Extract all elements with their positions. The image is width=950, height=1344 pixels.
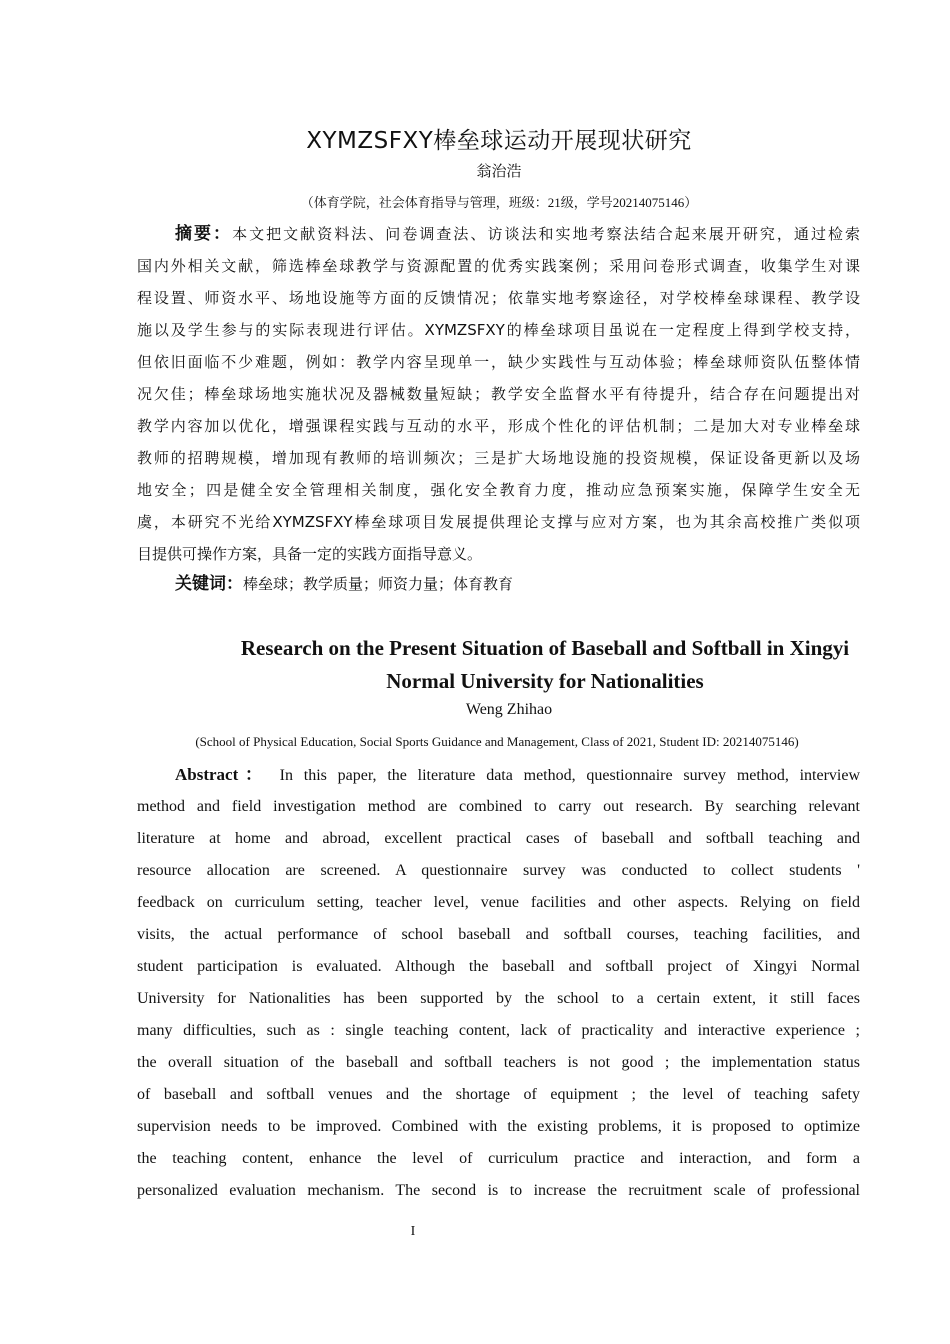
abstract-line (137, 506, 860, 538)
abstract-line-text: 教师的招聘规模，增加现有教师的培训频次；三是扩大场地设施的投资规模，保证设备更新以及场 (137, 449, 860, 467)
abstract-line (137, 951, 860, 983)
english-abstract (137, 759, 860, 1207)
abstract-line (137, 1111, 860, 1143)
author-affiliation: （体育学院，社会体育指导与管理，班级：21级，学号20214075146） (300, 195, 698, 210)
abstract-line-text: the overall situation of the baseball and softball teachers is not good ; the implementation status (137, 1054, 860, 1071)
english-title (70, 632, 950, 698)
english-title-line: Normal University for Nationalities (386, 669, 704, 693)
abstract-line (137, 983, 860, 1015)
abstract-line (137, 314, 860, 346)
abstract-line-text: 教学内容加以优化，增强课程实践与互动的水平，形成个性化的评估机制；二是加大对专业棒垒球 (137, 417, 860, 435)
abstract-line (137, 919, 860, 951)
abstract-line (137, 1143, 860, 1175)
abstract-line-text: student participation is evaluated. Although the baseball and softball project of Xingyi Normal (137, 958, 860, 975)
abstract-line (137, 823, 860, 855)
abstract-line-text: the teaching content, enhance the level of curriculum practice and interaction, and form a (137, 1150, 860, 1167)
abstract-line (137, 1047, 860, 1079)
keywords-label: 关键词： (175, 574, 243, 594)
abstract-line (137, 538, 860, 570)
page-title: XYMZSFXY棒垒球运动开展现状研究 (306, 128, 692, 154)
abstract-line-text: of baseball and softball venues and the shortage of equipment ; the level of teaching safety (137, 1086, 860, 1103)
abstract-line (137, 282, 860, 314)
abstract-line (137, 346, 860, 378)
author-name: 翁治浩 (476, 164, 522, 180)
keywords-text: 棒垒球；教学质量；师资力量；体育教育 (243, 575, 514, 593)
abstract-line (137, 855, 860, 887)
abstract-line-text: In this paper, the literature data method, questionnaire survey method, interview (279, 767, 861, 784)
abstract-line-text: visits, the actual performance of school baseball and softball courses, teaching facilities, and (137, 926, 860, 943)
abstract-line-text: 况欠佳；棒垒球场地实施状况及器械数量短缺；教学安全监督水平有待提升，结合存在问题提出对 (137, 385, 860, 403)
abstract-line (137, 1175, 860, 1207)
english-title-line: Research on the Present Situation of Baseball and Softball in Xingyi (240, 636, 850, 660)
abstract-line (137, 1015, 860, 1047)
abstract-label: Abstract： (175, 765, 269, 784)
abstract-line (137, 378, 860, 410)
abstract-line-text: 但依旧面临不少难题，例如：教学内容呈现单一，缺少实践性与互动体验；棒垒球师资队伍整体情 (137, 353, 860, 371)
abstract-line-text: 程设置、师资水平、场地设施等方面的反馈情况；依靠实地考察途径，对学校棒垒球课程、教学设 (137, 289, 860, 307)
abstract-line-text: feedback on curriculum setting, teacher level, venue facilities and other aspects. Relying on field (137, 894, 860, 911)
abstract-line (137, 887, 860, 919)
english-author: Weng Zhihao (465, 701, 553, 718)
abstract-line (137, 218, 860, 250)
abstract-line-text: University for Nationalities has been supported by the school to a certain extent, it still faces (137, 990, 860, 1007)
abstract-line-text: resource allocation are screened. A questionnaire survey was conducted to collect students ' (137, 862, 860, 879)
abstract-line (137, 442, 860, 474)
abstract-line (137, 1079, 860, 1111)
abstract-line-text: 目提供可操作方案，具备一定的实践方面指导意义。 (137, 545, 483, 563)
abstract-line-text: personalized evaluation mechanism. The second is to increase the recruitment scale of professional (137, 1182, 860, 1199)
abstract-label: 摘要： (175, 224, 233, 244)
abstract-line-text: literature at home and abroad, excellent practical cases of baseball and softball teaching and (137, 830, 860, 847)
abstract-line-text: method and field investigation method are combined to carry out research. By searching relevant (137, 798, 860, 815)
chinese-keywords (175, 569, 513, 594)
abstract-line-text: 地安全；四是健全安全管理相关制度，强化安全教育力度，推动应急预案实施，保障学生安全无 (137, 481, 860, 499)
abstract-line (137, 474, 860, 506)
abstract-line-text: 施以及学生参与的实际表现进行评估。XYMZSFXY的棒垒球项目虽说在一定程度上得到学校支持， (137, 321, 860, 339)
abstract-line-text: 虞，本研究不光给XYMZSFXY棒垒球项目发展提供理论支撑与应对方案，也为其余高校推广类似项 (137, 513, 860, 531)
abstract-line-text: 本文把文献资料法、问卷调查法、访谈法和实地考察法结合起来展开研究，通过检索 (232, 225, 860, 243)
abstract-line-text: 国内外相关文献，筛选棒垒球教学与资源配置的优秀实践案例；采用问卷形式调查，收集学生对课 (137, 257, 860, 275)
chinese-abstract (137, 218, 860, 570)
abstract-line (137, 791, 860, 823)
english-affiliation: (School of Physical Education, Social Sports Guidance and Management, Class of 2021, Student ID: 20214075146) (195, 734, 799, 749)
abstract-line (137, 410, 860, 442)
abstract-line-text: supervision needs to be improved. Combined with the existing problems, it is proposed to optimize (137, 1118, 860, 1135)
abstract-line (137, 250, 860, 282)
page-number: I (410, 1224, 416, 1239)
abstract-line-text: many difficulties, such as : single teaching content, lack of practicality and interactive experience ; (137, 1022, 860, 1039)
abstract-line (137, 759, 860, 791)
